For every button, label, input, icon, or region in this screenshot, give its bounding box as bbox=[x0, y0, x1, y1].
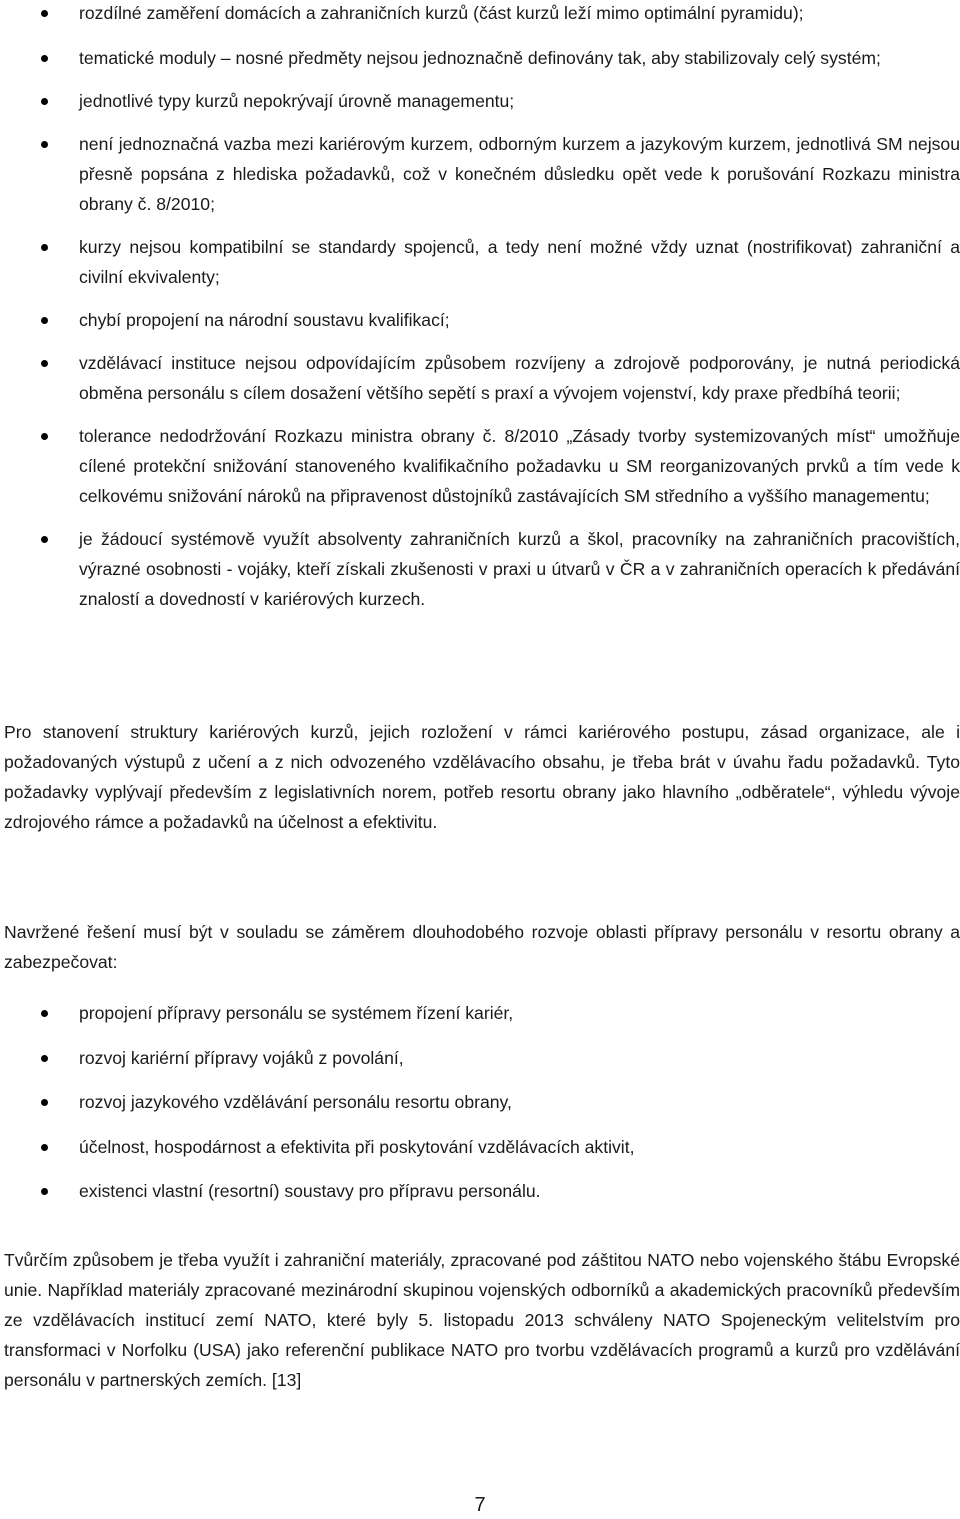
list-item-text: tolerance nedodržování Rozkazu ministra obrany č. 8/2010 „Zásady tvorby systemizovaných míst“ umožňuje cílené protekční snižování stanoveného kvalifikačního požadavku u SM reorganizovaných prvků a tím vede k celkovému snižování nároků na připravenost důstojníků zastávajících SM středního a vyššího managementu; bbox=[79, 426, 960, 506]
list-item-text: propojení přípravy personálu se systémem řízení kariér, bbox=[79, 1003, 514, 1023]
list-item bbox=[0, 421, 960, 511]
bullet-icon bbox=[41, 98, 48, 105]
list-item-text: účelnost, hospodárnost a efektivita při poskytování vzdělávacích aktivit, bbox=[79, 1136, 635, 1157]
bullet-icon bbox=[41, 10, 48, 17]
bullet-icon bbox=[41, 244, 48, 251]
list-item bbox=[0, 1132, 960, 1162]
page-number: 7 bbox=[474, 1494, 486, 1516]
list-item bbox=[0, 305, 960, 335]
bullet-icon bbox=[41, 1188, 48, 1195]
bullet-icon bbox=[41, 1010, 48, 1017]
list-item-text: jednotlivé typy kurzů nepokrývají úrovně managementu; bbox=[79, 91, 515, 111]
bullet-icon bbox=[41, 536, 48, 543]
list-item-text: kurzy nejsou kompatibilní se standardy spojenců, a tedy není možné vždy uznat (nostrifikovat) zahraniční a civilní ekvivalenty; bbox=[79, 237, 960, 287]
list-item-text: rozdílné zaměření domácích a zahraničních kurzů (část kurzů leží mimo optimální pyramidu); bbox=[79, 3, 804, 23]
list-item-text: vzdělávací instituce nejsou odpovídajícím způsobem rozvíjeny a zdrojově podporovány, je nutná periodická obměna personálu s cílem dosažení většího sepětí s praxí a vývojem vojenství, kdy praxe předbíhá teorii; bbox=[79, 353, 960, 403]
bullet-icon bbox=[41, 317, 48, 324]
list-item bbox=[0, 1176, 960, 1206]
paragraph-nato: Tvůrčím způsobem je třeba využít i zahraniční materiály, zpracované pod záštitou NATO nebo vojenského štábu Evropské unie. Například materiály zpracované mezinárodní skupinou vojenských odborníků a akademických pracovníků především ze vzdělávacích institucí zemí NATO, které byly 5. listopadu 2013 schváleny NATO Spojeneckým velitelstvím pro transformaci v Norfolku (USA) jako referenční publikace NATO pro tvorbu vzdělávacích programů a kurzů pro vzdělávání personálu v partnerských zemích. [13] bbox=[4, 1250, 960, 1390]
list-item bbox=[0, 1087, 960, 1117]
bullet-icon bbox=[41, 1099, 48, 1106]
list-item bbox=[0, 524, 960, 614]
list-item-text: chybí propojení na národní soustavu kvalifikací; bbox=[79, 310, 450, 330]
list-item bbox=[0, 232, 960, 292]
list-item bbox=[0, 129, 960, 219]
goals-list bbox=[0, 998, 960, 1221]
list-item-text: existenci vlastní (resortní) soustavy pro přípravu personálu. bbox=[79, 1181, 541, 1201]
bullet-icon bbox=[41, 360, 48, 367]
list-item-text: tematické moduly – nosné předměty nejsou jednoznačně definovány tak, aby stabilizovaly celý systém; bbox=[79, 48, 881, 68]
bullet-icon bbox=[41, 1055, 48, 1062]
list-item-text: není jednoznačná vazba mezi kariérovým kurzem, odborným kurzem a jazykovým kurzem, jednotlivá SM nejsou přesně popsána z hlediska požadavků, což v konečném důsledku opět vede k porušování Rozkazu ministra obrany č. 8/2010; bbox=[79, 134, 960, 214]
list-item bbox=[0, 86, 960, 116]
bullet-icon bbox=[41, 141, 48, 148]
deficiency-list bbox=[0, 0, 960, 627]
list-item-text: rozvoj kariérní přípravy vojáků z povolání, bbox=[79, 1047, 404, 1068]
list-item bbox=[0, 348, 960, 408]
list-item bbox=[0, 1043, 960, 1073]
bullet-icon bbox=[41, 1144, 48, 1151]
paragraph-structure: Pro stanovení struktury kariérových kurzů, jejich rozložení v rámci kariérového postupu, zásad organizace, ale i požadovaných výstupů z učení a z nich odvozeného vzdělávacího obsahu, je třeba brát v úvahu řadu požadavků. Tyto požadavky vyplývají především z legislativních norem, potřeb resortu obrany jako hlavního „odběratele“, výhledu vývoje zdrojového rámce a požadavků na účelnost a efektivitu. bbox=[4, 722, 960, 832]
paragraph-solution: Navržené řešení musí být v souladu se záměrem dlouhodobého rozvoje oblasti přípravy personálu v resortu obrany a zabezpečovat: bbox=[4, 922, 960, 972]
list-item bbox=[0, 998, 960, 1028]
list-item-text: rozvoj jazykového vzdělávání personálu resortu obrany, bbox=[79, 1092, 512, 1112]
list-item-text: je žádoucí systémově využít absolventy zahraničních kurzů a škol, pracovníky na zahraničních pracovištích, výrazné osobnosti - vojáky, kteří získali zkušenosti v praxi u útvarů v ČR a v zahraničních operacích k předávání znalostí a dovedností v kariérových kurzech. bbox=[79, 529, 960, 609]
bullet-icon bbox=[41, 433, 48, 440]
list-item bbox=[0, 43, 960, 73]
list-item bbox=[0, 0, 960, 28]
bullet-icon bbox=[41, 55, 48, 62]
